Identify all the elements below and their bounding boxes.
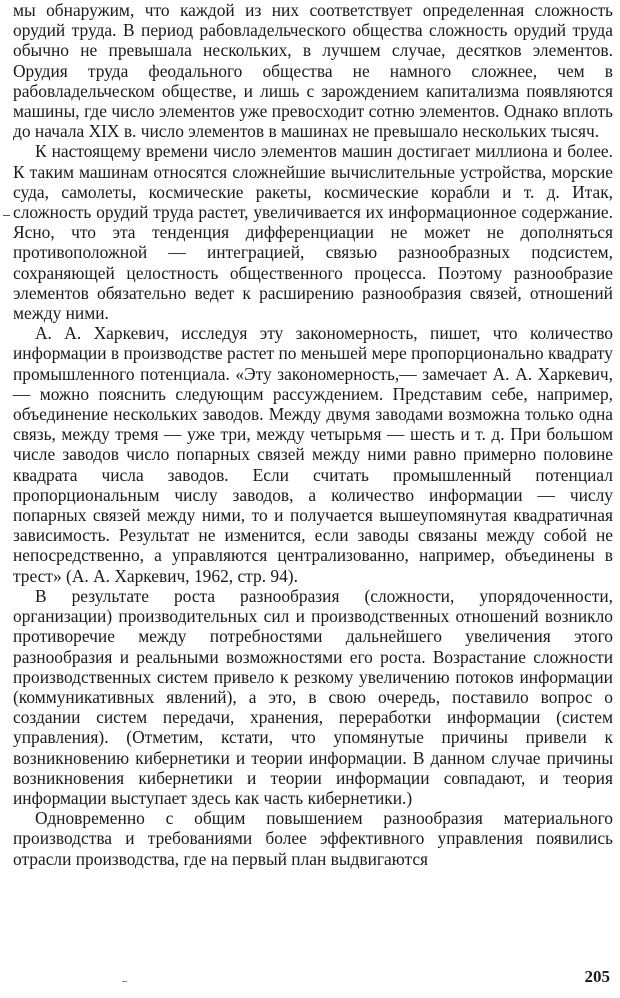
paragraph-3: А. А. Харкевич, исследуя эту закономерность, пишет, что количество информации в производстве растет по меньшей мере пропорционально квадрату промышленного потенциала. «Эту закономерность,— замечает А. А. Харкевич,— можно пояснить следующим рассуждением. Представим себе, например, объединение нескольких заводов. Между двумя заводами возможна только одна связь, между тремя — уже три, между четырьмя — шесть и т. д. При большом числе заводов число попарных связей между ними равно примерно половине квадрата числа заводов. Если считать промышленный потенциал пропорциональным числу заводов, а количество информации — числу попарных связей между ними, то и получается вышеупомянутая квадратичная зависимость. Результат не изменится, если заводы связаны между собой не непосредственно, а управляются централизованно, например, объединены в трест» (А. А. Харкевич, 1962, стр. 94). [13, 323, 613, 586]
margin-mark [3, 215, 10, 216]
paragraph-4: В результате роста разнообразия (сложности, упорядоченности, организации) производительных сил и производственных отношений возникло противоречие между потребностями дальнейшего увеличения этого разнообразия и реальными возможностями его роста. Возрастание сложности производственных систем привело к резкому увеличению потоков информации (коммуникативных явлений), а это, в свою очередь, поставило вопрос о создании систем передачи, хранения, переработки информации (систем управления). (Отметим, кстати, что упомянутые причины привели к возникновению кибернетики и теории информации. В данном случае причины возникновения кибернетики и теории информации совпадают, и теория информации выступает здесь как часть кибернетики.) [13, 585, 613, 808]
paragraph-1: мы обнаружим, что каждой из них соответствует определенная сложность орудий труда. В период рабовладельческого общества сложность орудий труда обычно не превышала нескольких, в лучшем случае, десятков элементов. Орудия труда феодального общества не намного сложнее, чем в рабовладельческом обществе, и лишь с зарождением капитализма появляются машины, где число элементов уже превосходит сотню элементов. Однако вплоть до начала XIX в. число элементов в машинах не превышало нескольких тысяч. [13, 0, 613, 142]
paragraph-5: Одновременно с общим повышением разнообразия материального производства и требованиями более эффективного управления появились отрасли производства, где на первый план выдвигаются [13, 808, 613, 869]
page-number: 205 [584, 967, 610, 986]
paragraph-2: К настоящему времени число элементов машин достигает миллиона и более. К таким машинам относятся сложнейшие вычислительные устройства, морские суда, самолеты, космические ракеты, космические корабли и т. д. Итак, сложность орудий труда растет, увеличивается их информационное содержание. Ясно, что эта тенденция дифференциации не может не дополняться противоположной — интеграцией, связью разнообразных подсистем, сохраняющей целостность общественного процесса. Поэтому разнообразие элементов обязательно ведет к расширению разнообразия связей, отношений между ними. [13, 141, 613, 324]
bottom-mark [122, 981, 127, 982]
body-text [13, 0, 613, 869]
